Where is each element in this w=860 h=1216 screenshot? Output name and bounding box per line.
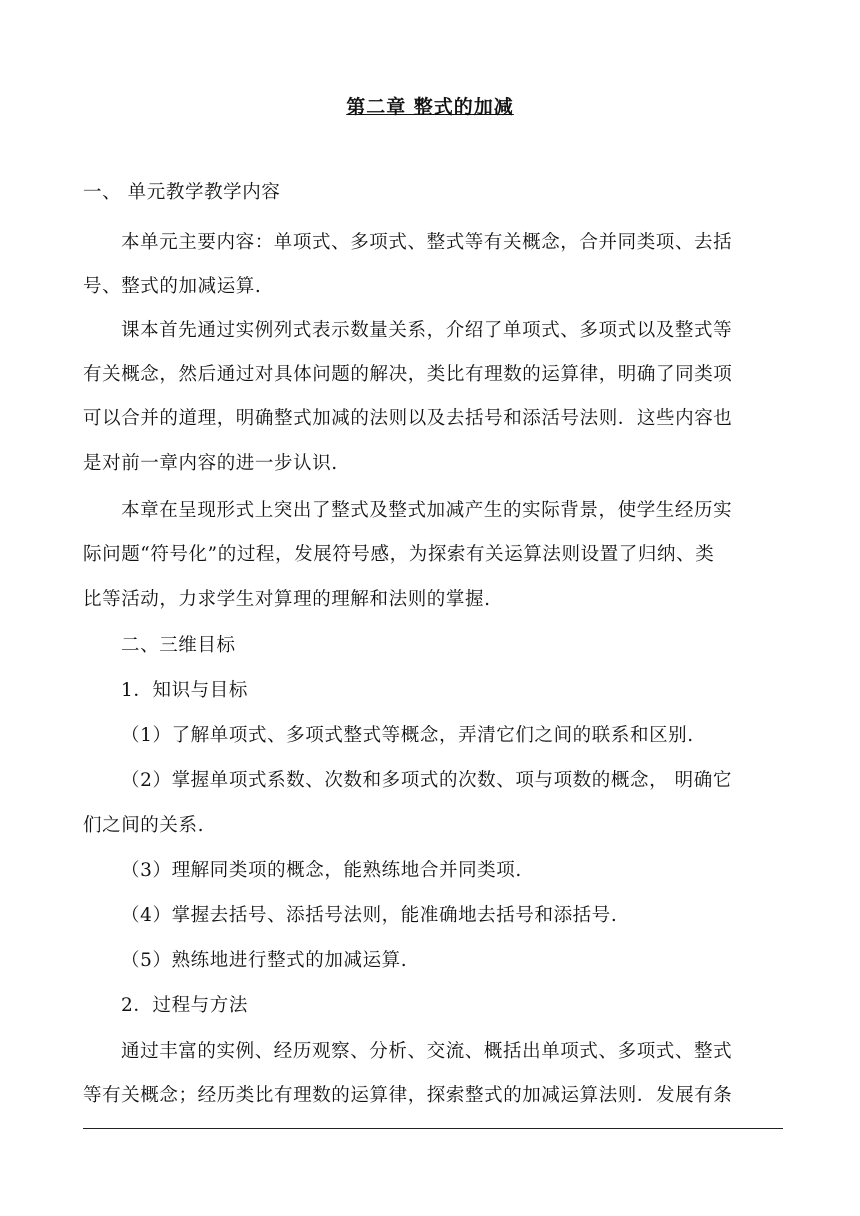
paragraph-line: 际问题“符号化”的过程，发展符号感，为探索有关运算法则设置了归纳、类 bbox=[83, 544, 715, 565]
subsection-heading-2: 2．过程与方法 bbox=[121, 995, 248, 1016]
paragraph-line: 等有关概念；经历类比有理数的运算律，探索整式的加减运算法则．发展有条 bbox=[83, 1085, 733, 1106]
goal-item-3: （3）理解同类项的概念，能熟练地合并同类项. bbox=[121, 860, 522, 881]
goal-item-2-cont: 们之间的关系. bbox=[83, 815, 205, 836]
paragraph-line: 可以合并的道理，明确整式加减的法则以及去括号和添活号法则．这些内容也 bbox=[83, 408, 733, 429]
paragraph-line: 本章在呈现形式上突出了整式及整式加减产生的实际背景，使学生经历实 bbox=[121, 500, 733, 521]
goal-item-4: （4）掌握去括号、添括号法则，能准确地去括号和添括号. bbox=[121, 905, 618, 926]
paragraph-line: 有关概念，然后通过对具体问题的解决，类比有理数的运算律，明确了同类项 bbox=[83, 364, 733, 385]
footer-divider bbox=[83, 1128, 783, 1129]
paragraph-line: 号、整式的加减运算. bbox=[83, 276, 262, 297]
paragraph-line: 是对前一章内容的进一步认识. bbox=[83, 453, 338, 474]
chapter-title: 第二章 整式的加减 bbox=[346, 96, 514, 118]
subsection-heading-1: 1．知识与目标 bbox=[121, 680, 248, 701]
paragraph-line: 本单元主要内容：单项式、多项式、整式等有关概念，合并同类项、去括 bbox=[121, 232, 733, 253]
section-heading-2: 二、三维目标 bbox=[121, 635, 236, 656]
paragraph-line: 课本首先通过实例列式表示数量关系，介绍了单项式、多项式以及整式等 bbox=[121, 320, 733, 341]
goal-item-5: （5）熟练地进行整式的加减运算. bbox=[121, 950, 408, 971]
goal-item-1: （1）了解单项式、多项式整式等概念，弄清它们之间的联系和区别. bbox=[121, 725, 694, 746]
paragraph-line: 通过丰富的实例、经历观察、分析、交流、概括出单项式、多项式、整式 bbox=[121, 1041, 733, 1062]
goal-item-2: （2）掌握单项式系数、次数和多项式的次数、项与项数的概念， 明确它 bbox=[121, 770, 732, 791]
section-heading-1: 一、 单元教学教学内容 bbox=[83, 182, 281, 203]
paragraph-line: 比等活动，力求学生对算理的理解和法则的掌握. bbox=[83, 589, 491, 610]
